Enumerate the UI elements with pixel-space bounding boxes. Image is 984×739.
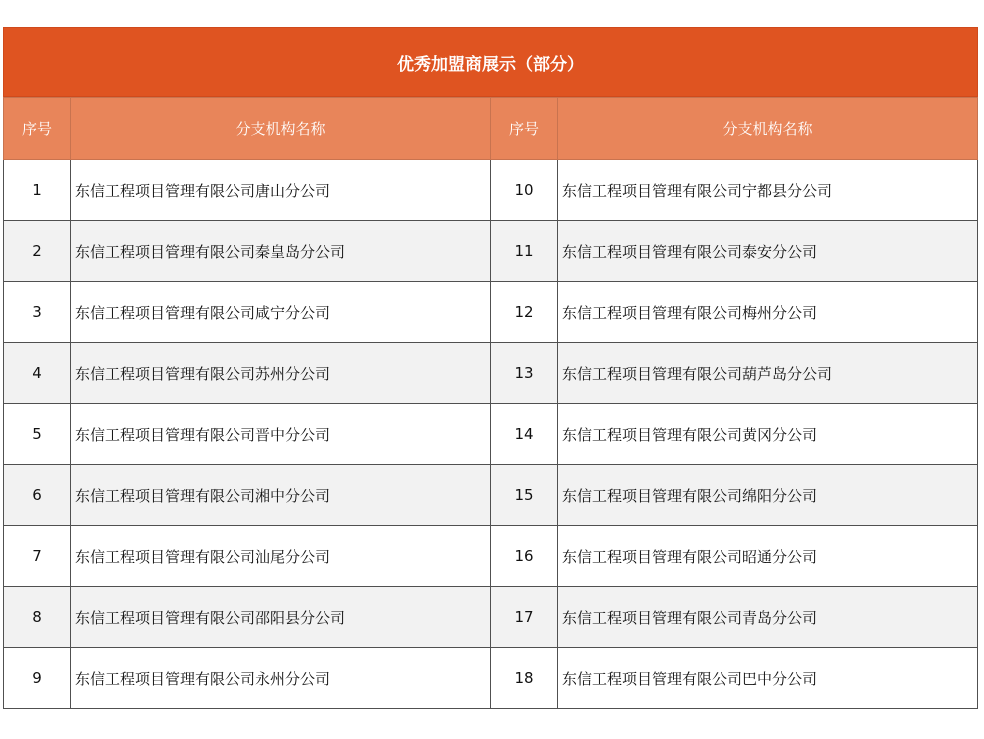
right-index-cell: 12: [491, 282, 558, 343]
right-index-cell: 10: [491, 160, 558, 221]
right-index-cell: 17: [491, 587, 558, 648]
right-index-cell: 11: [491, 221, 558, 282]
left-index-cell: 4: [4, 343, 71, 404]
left-index-cell: 2: [4, 221, 71, 282]
table-row: [4, 221, 978, 282]
left-name-cell: 东信工程项目管理有限公司苏州分公司: [71, 343, 491, 404]
header-row: [4, 98, 978, 160]
left-name-cell: 东信工程项目管理有限公司永州分公司: [71, 648, 491, 709]
left-index-cell: 5: [4, 404, 71, 465]
left-index-cell: 9: [4, 648, 71, 709]
table-row: [4, 648, 978, 709]
left-index-cell: 7: [4, 526, 71, 587]
right-index-cell: 16: [491, 526, 558, 587]
table-row: [4, 282, 978, 343]
table-row: [4, 587, 978, 648]
left-index-cell: 3: [4, 282, 71, 343]
right-name-cell: 东信工程项目管理有限公司青岛分公司: [558, 587, 978, 648]
right-name-cell: 东信工程项目管理有限公司梅州分公司: [558, 282, 978, 343]
right-index-cell: 15: [491, 465, 558, 526]
right-index-cell: 18: [491, 648, 558, 709]
left-name-cell: 东信工程项目管理有限公司湘中分公司: [71, 465, 491, 526]
header-name-right: 分支机构名称: [558, 98, 978, 160]
right-name-cell: 东信工程项目管理有限公司泰安分公司: [558, 221, 978, 282]
header-index-right: 序号: [491, 98, 558, 160]
left-name-cell: 东信工程项目管理有限公司邵阳县分公司: [71, 587, 491, 648]
header-index-left: 序号: [4, 98, 71, 160]
left-index-cell: 8: [4, 587, 71, 648]
right-name-cell: 东信工程项目管理有限公司昭通分公司: [558, 526, 978, 587]
left-name-cell: 东信工程项目管理有限公司晋中分公司: [71, 404, 491, 465]
table-title: 优秀加盟商展示（部分）: [3, 27, 978, 97]
right-name-cell: 东信工程项目管理有限公司绵阳分公司: [558, 465, 978, 526]
table-row: [4, 404, 978, 465]
right-index-cell: 14: [491, 404, 558, 465]
right-name-cell: 东信工程项目管理有限公司宁都县分公司: [558, 160, 978, 221]
left-name-cell: 东信工程项目管理有限公司汕尾分公司: [71, 526, 491, 587]
table-row: [4, 160, 978, 221]
right-index-cell: 13: [491, 343, 558, 404]
table-row: [4, 465, 978, 526]
left-index-cell: 1: [4, 160, 71, 221]
left-name-cell: 东信工程项目管理有限公司咸宁分公司: [71, 282, 491, 343]
left-index-cell: 6: [4, 465, 71, 526]
franchise-table: [3, 97, 978, 709]
header-name-left: 分支机构名称: [71, 98, 491, 160]
right-name-cell: 东信工程项目管理有限公司巴中分公司: [558, 648, 978, 709]
right-name-cell: 东信工程项目管理有限公司黄冈分公司: [558, 404, 978, 465]
right-name-cell: 东信工程项目管理有限公司葫芦岛分公司: [558, 343, 978, 404]
table-row: [4, 526, 978, 587]
left-name-cell: 东信工程项目管理有限公司唐山分公司: [71, 160, 491, 221]
left-name-cell: 东信工程项目管理有限公司秦皇岛分公司: [71, 221, 491, 282]
table-row: [4, 343, 978, 404]
franchise-table-container: [3, 27, 978, 709]
